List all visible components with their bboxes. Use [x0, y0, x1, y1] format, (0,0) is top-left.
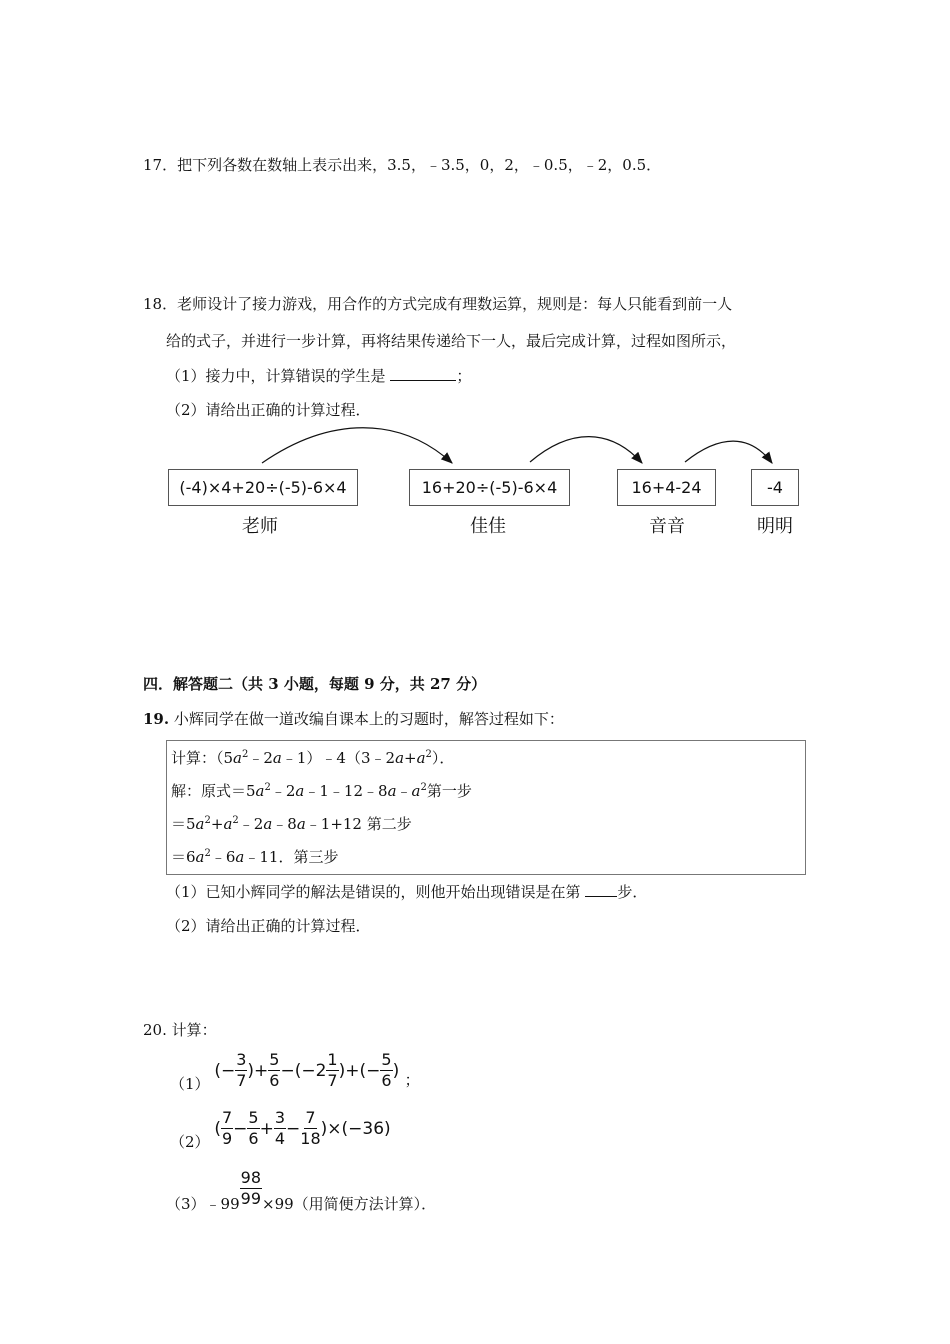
answer-blank[interactable]: [390, 366, 456, 381]
q19: [143, 708, 564, 729]
arrow-1: [262, 428, 452, 463]
solution-box: [166, 740, 806, 875]
q20: [143, 1019, 217, 1040]
arrow-2: [530, 437, 642, 463]
q18-text-1: 老师设计了接力游戏，用合作的方式完成有理数运算，规则是：每人只能看到前一人: [177, 295, 733, 313]
solution-line-4: $=6a^2﹣6a﹣11$．第三步: [171, 848, 339, 866]
q20-number: 20.: [143, 1021, 167, 1039]
solution-line-3: $=5a^2+a^2﹣2a﹣8a﹣1+12$ 第二步: [171, 815, 412, 833]
q18-line1: [143, 293, 732, 314]
q20-part1: （1） (− $\frac{3}{7}$ )+ $\frac{5}{6}$ −(−2 $\frac{1}{7}$ )+(− $\frac{5}{6}$ ) ；: [170, 1050, 420, 1093]
q18-part1: [166, 365, 471, 386]
expression-2: ( $\frac{7}{9}$ − $\frac{5}{6}$ + $\frac{3}{4}$ − $\frac{7}{18}$ )×(−36): [214, 1108, 391, 1148]
section-title: 四．解答题二（共 3 小题，每题 9 分，共 27 分）: [143, 675, 487, 693]
solution-line-1: 计算：$(5a^2﹣2a﹣1)﹣4(3﹣2a+a^2)$．: [171, 749, 455, 767]
q17-number: 17．: [143, 156, 178, 174]
arrow-3: [685, 441, 772, 463]
expr-box-jiajia: 16+20÷(-5)-6×4: [409, 469, 570, 506]
q18-number: 18．: [143, 295, 178, 313]
q18-line2: 给的式子，并进行一步计算，再将结果传递给下一人，最后完成计算，过程如图所示，: [166, 332, 737, 350]
expr-box-yinyin: 16+4-24: [617, 469, 716, 506]
q18-part2: （2）请给出正确的计算过程．: [166, 401, 371, 419]
expr-box-mingming: -4: [751, 469, 799, 506]
solution-line-2: 解：原式$=5a^2﹣2a﹣1﹣12﹣8a﹣a^2$第一步: [171, 782, 472, 800]
label-mingming: 明明: [757, 516, 793, 537]
q18-part1-text: （1）接力中，计算错误的学生是: [166, 367, 386, 385]
step-blank[interactable]: [585, 882, 617, 897]
q19-part1: （1）已知小辉同学的解法是错误的，则他开始出现错误是在第 步．: [166, 883, 648, 901]
q20-part3: （3）﹣99 $\frac{98}{99}$ ×99（用简便方法计算）．: [166, 1168, 437, 1213]
q18-part1-end: ；: [456, 367, 472, 385]
label-teacher: 老师: [242, 516, 278, 537]
fraction-98-99: $\frac{98}{99}$: [240, 1168, 261, 1208]
q17-text: 把下列各数在数轴上表示出来，3.5，﹣3.5，0，2，﹣0.5，﹣2，0.5．: [177, 156, 662, 174]
q17: [143, 154, 661, 175]
q20-part2: （2） ( $\frac{7}{9}$ − $\frac{5}{6}$ + $\frac{3}{4}$ − $\frac{7}{18}$ )×(−36): [170, 1108, 391, 1151]
expr-box-teacher: (-4)×4+20÷(-5)-6×4: [168, 469, 358, 506]
q19-part2: （2）请给出正确的计算过程．: [166, 917, 371, 935]
label-yinyin: 音音: [649, 516, 685, 537]
q20-text: 计算：: [171, 1021, 217, 1039]
label-jiajia: 佳佳: [470, 516, 506, 537]
expression-1: (− $\frac{3}{7}$ )+ $\frac{5}{6}$ −(−2 $\frac{1}{7}$ )+(− $\frac{5}{6}$ ): [214, 1050, 400, 1090]
q19-text: 小辉同学在做一道改编自课本上的习题时，解答过程如下：: [173, 710, 564, 728]
q19-number: 19.: [143, 710, 170, 728]
